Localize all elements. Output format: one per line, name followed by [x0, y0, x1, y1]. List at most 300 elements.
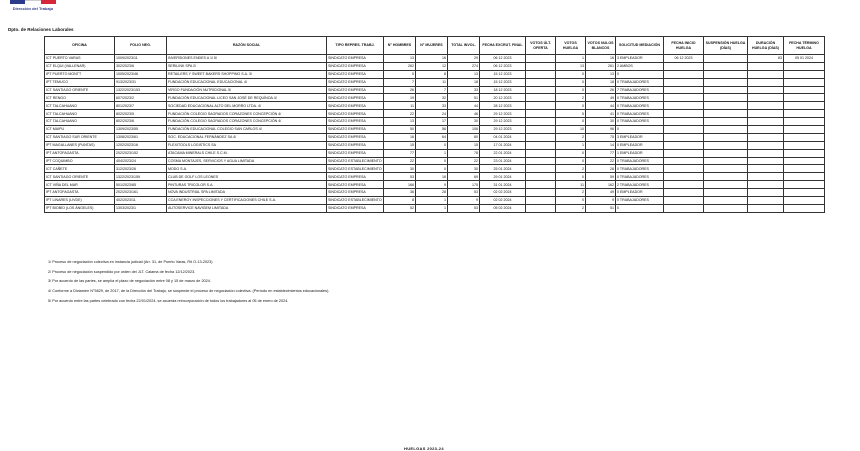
table-cell: [784, 86, 825, 94]
strikes-table: [44, 36, 825, 213]
table-cell: 33: [448, 86, 480, 94]
table-cell: [704, 126, 748, 134]
table-cell: 80: [448, 133, 480, 141]
table-cell: 06 12 2023: [480, 55, 526, 63]
table-cell: 78: [448, 149, 480, 157]
table-cell: 261: [586, 62, 616, 70]
column-header: RAZÓN SOCIAL: [167, 37, 327, 55]
table-cell: ICT TALCAHUANO: [45, 110, 115, 118]
table-cell: IPT BIOBÍO (LOS ÁNGELES): [45, 204, 115, 212]
table-cell: 11: [556, 181, 586, 189]
table-cell: [748, 110, 784, 118]
table-cell: 20 12 2023: [480, 94, 526, 102]
table-cell: [664, 118, 704, 126]
column-header: TIPO REPRES. TRABJ.: [327, 37, 384, 55]
table-cell: [748, 78, 784, 86]
table-cell: AUTOSERVICE NAVIGEM LIMITADA: [167, 204, 327, 212]
table-row: [45, 94, 825, 102]
table-cell: ICT TALCAHUANO: [45, 102, 115, 110]
logo-flag-bar: [10, 0, 56, 4]
table-cell: [748, 102, 784, 110]
table-cell: 7 TRABAJADORES: [616, 86, 664, 94]
table-cell: ICT CAÑETE: [45, 165, 115, 173]
table-cell: 1309/2023/55: [115, 126, 167, 134]
table-cell: 0: [556, 102, 586, 110]
table-cell: 0 TRABAJADORES: [616, 94, 664, 102]
table-cell: [784, 110, 825, 118]
table-cell: [748, 165, 784, 173]
table-cell: [526, 110, 556, 118]
table-cell: 36: [384, 189, 416, 197]
table-cell: 49: [586, 94, 616, 102]
table-cell: 69: [448, 173, 480, 181]
table-cell: 166: [384, 181, 416, 189]
table-cell: [784, 181, 825, 189]
table-cell: 9: [416, 181, 448, 189]
table-cell: IPT TEMUCO: [45, 78, 115, 86]
table-cell: 404/2023/24: [115, 157, 167, 165]
table-row: [45, 181, 825, 189]
column-header: OFICINA: [45, 37, 115, 55]
table-cell: ICT VIÑA DEL MAR: [45, 181, 115, 189]
table-cell: [784, 102, 825, 110]
table-cell: [704, 141, 748, 149]
table-cell: CCA ENERGY INSPECCIONES Y CERTIFICACIONES CHILE S.A.: [167, 197, 327, 205]
table-cell: [704, 204, 748, 212]
table-cell: 28: [586, 165, 616, 173]
table-cell: VIRGO FUNDACIÓN NUTRICIONAL 5/: [167, 86, 327, 94]
table-cell: 30: [586, 118, 616, 126]
table-row: [45, 197, 825, 205]
table-cell: 16: [384, 133, 416, 141]
table-cell: [526, 197, 556, 205]
table-cell: 46: [448, 110, 480, 118]
table-cell: [664, 86, 704, 94]
table-cell: 2: [556, 189, 586, 197]
table-cell: 30: [448, 118, 480, 126]
table-cell: 30: [448, 165, 480, 173]
column-header: VOTOS NULOS BLANCOS: [586, 37, 616, 55]
table-cell: [664, 149, 704, 157]
table-cell: 49: [586, 189, 616, 197]
table-cell: 402/2023/11: [115, 197, 167, 205]
column-header: FOLIO NEG.: [115, 37, 167, 55]
table-cell: [664, 133, 704, 141]
table-cell: 44: [448, 102, 480, 110]
table-cell: 15 12 2023: [480, 78, 526, 86]
table-cell: [784, 189, 825, 197]
table-cell: [664, 102, 704, 110]
table-cell: 0: [556, 78, 586, 86]
table-cell: 13: [556, 62, 586, 70]
table-cell: 1 EMPLEADOR: [616, 149, 664, 157]
table-cell: 1: [416, 197, 448, 205]
table-cell: 16: [416, 173, 448, 181]
table-cell: INVERSIONES ENDES A 1/ 5/: [167, 55, 327, 63]
table-cell: 802/2023/6: [115, 118, 167, 126]
table-cell: [704, 102, 748, 110]
table-cell: 2: [556, 165, 586, 173]
table-cell: 1: [556, 55, 586, 63]
column-header: N° MUJERES: [416, 37, 448, 55]
table-cell: [526, 70, 556, 78]
table-cell: 26: [384, 86, 416, 94]
table-cell: 0: [556, 173, 586, 181]
table-cell: SINDICATO EMPRESA: [327, 189, 384, 197]
table-cell: ICT PUERTO VARAS: [45, 55, 115, 63]
table-cell: COSMA MONTAJES, SERVICIOS Y AGUA LIMITADA: [167, 157, 327, 165]
table-cell: SOC. EDUCACIONAL FERNÁNDEZ SA 4/: [167, 133, 327, 141]
table-cell: ICT ELQUI (VALLENAR): [45, 62, 115, 70]
table-cell: IPT MAGALLANES (PUNTAS): [45, 141, 115, 149]
table-cell: 11: [416, 78, 448, 86]
table-cell: FUNDACIÓN COLEGIO SAGRADOS CORAZONES CONCEPCIÓN 4/: [167, 110, 327, 118]
table-cell: 24: [416, 110, 448, 118]
table-row: [45, 133, 825, 141]
table-cell: [526, 94, 556, 102]
table-cell: 13: [384, 118, 416, 126]
table-cell: [526, 55, 556, 63]
column-header: TOTAL INVOL.: [448, 37, 480, 55]
table-cell: [664, 157, 704, 165]
table-cell: SINDICATO EMPRESA: [327, 55, 384, 63]
table-cell: 29: [448, 55, 480, 63]
table-cell: [526, 149, 556, 157]
table-cell: [748, 149, 784, 157]
column-header: FECHA TÉRMINO HUELGA: [784, 37, 825, 55]
table-row: [45, 165, 825, 173]
table-cell: 0 TRABAJADORES: [616, 157, 664, 165]
table-cell: SINDICATO ESTABLECIMIENTO: [327, 197, 384, 205]
table-cell: 19: [384, 94, 416, 102]
table-cell: 06 12 2023: [480, 62, 526, 70]
table-cell: 175: [448, 181, 480, 189]
table-cell: 1308/2023/61: [115, 133, 167, 141]
logo-text: Dirección del Trabajo: [12, 6, 54, 11]
table-cell: FUNDACIÓN EDUCACIONAL LICEO SAN JOSÉ DE REQUÍNOA 4/: [167, 94, 327, 102]
table-cell: ICT TALCAHUANO: [45, 118, 115, 126]
table-cell: 56: [416, 126, 448, 134]
table-cell: [748, 157, 784, 165]
table-cell: NOVA INDUSTRIAL SPA LIMITADA: [167, 189, 327, 197]
table-cell: 33: [416, 102, 448, 110]
table-cell: [664, 204, 704, 212]
table-cell: IPT COQUIMBO: [45, 157, 115, 165]
table-cell: 8: [416, 70, 448, 78]
table-cell: [526, 62, 556, 70]
table-cell: [526, 165, 556, 173]
table-cell: [664, 94, 704, 102]
table-cell: [704, 62, 748, 70]
table-cell: [748, 197, 784, 205]
table-cell: 0 TRABAJADORES: [616, 173, 664, 181]
table-cell: IPT PUERTO MONTT: [45, 70, 115, 78]
table-cell: 50: [384, 126, 416, 134]
table-cell: 274: [448, 62, 480, 70]
table-cell: 44: [586, 102, 616, 110]
table-cell: 9: [586, 197, 616, 205]
table-cell: 22: [384, 157, 416, 165]
table-cell: [748, 141, 784, 149]
table-cell: ICT SANTIAGO ORIENTE: [45, 173, 115, 181]
table-cell: SERILINK SPA 2/: [167, 62, 327, 70]
table-cell: SINDICATO EMPRESA: [327, 173, 384, 181]
table-cell: 5: [556, 110, 586, 118]
table-cell: 53: [384, 173, 416, 181]
table-cell: 13: [384, 55, 416, 63]
table-cell: 23 01 2024: [480, 157, 526, 165]
table-cell: 17 01 2024: [480, 141, 526, 149]
table-cell: [664, 126, 704, 134]
table-cell: 22 01 2024: [480, 149, 526, 157]
table-cell: 1: [416, 149, 448, 157]
table-cell: 06 12 2023: [664, 55, 704, 63]
table-cell: [704, 86, 748, 94]
table-cell: 312/2023/26: [115, 165, 167, 173]
table-cell: 02 02 2024: [480, 197, 526, 205]
table-cell: [784, 197, 825, 205]
table-cell: SINDICATO EMPRESA: [327, 102, 384, 110]
table-cell: [704, 55, 748, 63]
table-cell: [748, 86, 784, 94]
table-cell: 64: [416, 133, 448, 141]
table-cell: ICT RENGO: [45, 94, 115, 102]
table-cell: IPT ANTOFAGASTA: [45, 149, 115, 157]
table-cell: 1303/2023/1: [115, 204, 167, 212]
table-cell: 15: [448, 141, 480, 149]
table-cell: 3 EMPLEADOR: [616, 55, 664, 63]
table-cell: 1202/2023/16: [115, 141, 167, 149]
column-header: DURACIÓN HUELGA (DÍAS): [748, 37, 784, 55]
table-cell: 05 01 2024: [784, 55, 825, 63]
table-cell: SINDICATO EMPRESA: [327, 141, 384, 149]
table-row: [45, 126, 825, 134]
table-cell: 0: [556, 86, 586, 94]
table-row: [45, 157, 825, 165]
table-cell: 0 TRABAJADORES: [616, 118, 664, 126]
table-cell: [664, 197, 704, 205]
table-cell: [526, 181, 556, 189]
table-cell: FLEXITOOLS LOGISTICS SA: [167, 141, 327, 149]
table-cell: SOCIEDAD EDUCACIONAL ALTO DEL MORRO LTDA. 4/: [167, 102, 327, 110]
table-cell: SINDICATO ESTABLECIMIENTO: [327, 165, 384, 173]
table-cell: 0 TRABAJADORES: [616, 110, 664, 118]
table-cell: [748, 189, 784, 197]
table-cell: FUNDACIÓN EDUCACIONAL EDUCACIONAL 4/: [167, 78, 327, 86]
table-cell: IPT LINARES (LIVDE): [45, 197, 115, 205]
column-header: VOTOS HUELGA: [556, 37, 586, 55]
table-cell: 26: [586, 86, 616, 94]
footnotes: [48, 258, 329, 307]
table-cell: 0: [556, 118, 586, 126]
footnote: 5/ Por acuerdo entre las partes celebrado con fecha 22/01/2024, se acuerda reincorporación de todos los trabajadores al 05 de enero de 2024.: [48, 298, 289, 303]
table-row: [45, 110, 825, 118]
table-cell: 202/2023/161: [115, 189, 167, 197]
table-cell: 0: [616, 126, 664, 134]
table-cell: [748, 94, 784, 102]
table-cell: [526, 204, 556, 212]
table-cell: [526, 86, 556, 94]
table-cell: [704, 197, 748, 205]
table-row: [45, 78, 825, 86]
footnote: 4/ Conforme a Dictamen N°5829, de 2017, de la Dirección del Trabajo, se suspende el proceso de negociación colectiva. (Período en establecimientos educacionales).: [48, 289, 330, 294]
table-cell: 9: [448, 197, 480, 205]
table-cell: FUNDACIÓN EDUCACIONAL COLEGIO SAN CARLOS 4/: [167, 126, 327, 134]
table-cell: 913/2023/31: [115, 78, 167, 86]
table-cell: [664, 181, 704, 189]
table-cell: 53: [448, 189, 480, 197]
table-cell: 77: [384, 149, 416, 157]
table-cell: 28 12 2023: [480, 102, 526, 110]
table-cell: [664, 70, 704, 78]
table-cell: [526, 118, 556, 126]
column-header: N° HOMBRES: [384, 37, 416, 55]
table-cell: 29 01 2024: [480, 173, 526, 181]
table-row: [45, 62, 825, 70]
table-cell: 41: [586, 110, 616, 118]
table-cell: 2 AMBOS: [616, 62, 664, 70]
column-header: SOLICITUD MEDIACIÓN: [616, 37, 664, 55]
table-cell: ATACAMA MINERALS CHILE S.C.M.: [167, 149, 327, 157]
table-cell: [704, 133, 748, 141]
table-cell: [784, 70, 825, 78]
table-cell: 16: [416, 55, 448, 63]
table-cell: [784, 126, 825, 134]
table-cell: 1: [556, 141, 586, 149]
table-cell: 801/2023/7: [115, 102, 167, 110]
table-cell: PINTURAS TRICOLOR S.A.: [167, 181, 327, 189]
table-row: [45, 141, 825, 149]
table-cell: 1: [416, 204, 448, 212]
table-cell: 02 02 2024: [480, 189, 526, 197]
table-cell: 25 01 2024: [480, 165, 526, 173]
table-cell: SINDICATO EMPRESA: [327, 110, 384, 118]
table-cell: SINDICATO EMPRESA: [327, 78, 384, 86]
table-cell: 16: [586, 55, 616, 63]
table-cell: [784, 149, 825, 157]
table-cell: 0: [416, 141, 448, 149]
table-cell: [784, 78, 825, 86]
table-cell: ICT SANTIAGO ORIENTE: [45, 86, 115, 94]
table-cell: [784, 133, 825, 141]
table-cell: 262: [384, 62, 416, 70]
table-cell: [704, 181, 748, 189]
table-cell: 15 12 2023: [480, 70, 526, 78]
table-cell: 8: [384, 197, 416, 205]
table-cell: 59: [586, 173, 616, 181]
table-cell: 13: [586, 70, 616, 78]
table-row: [45, 55, 825, 63]
table-cell: 0 TRABAJADORES: [616, 197, 664, 205]
table-cell: CLUB DE GOLF LOS LEONES: [167, 173, 327, 181]
table-cell: 0 TRABAJADORES: [616, 78, 664, 86]
table-cell: 0 EMPLEADOR: [616, 141, 664, 149]
table-cell: 162: [586, 181, 616, 189]
table-cell: SINDICATO ESTABLECIMIENTO: [327, 157, 384, 165]
table-row: [45, 204, 825, 212]
table-cell: [784, 173, 825, 181]
table-cell: [526, 157, 556, 165]
table-row: [45, 70, 825, 78]
table-cell: SINDICATO EMPRESA: [327, 149, 384, 157]
table-cell: [704, 173, 748, 181]
table-cell: 30: [384, 165, 416, 173]
table-cell: SINDICATO EMPRESA: [327, 70, 384, 78]
table-cell: 29 12 2023: [480, 110, 526, 118]
table-cell: 3 EMPLEADOR: [616, 133, 664, 141]
table-cell: 106: [448, 126, 480, 134]
table-cell: 18 12 2023: [480, 86, 526, 94]
table-cell: 2: [556, 94, 586, 102]
table-cell: 22: [384, 110, 416, 118]
table-cell: 32: [416, 94, 448, 102]
table-cell: [704, 94, 748, 102]
table-cell: 0: [556, 157, 586, 165]
table-cell: [704, 149, 748, 157]
table-cell: [664, 173, 704, 181]
column-header: FECHA EXCRUT. FINAL: [480, 37, 526, 55]
table-cell: 17: [416, 118, 448, 126]
table-header-row: [45, 37, 825, 55]
table-cell: SINDICATO EMPRESA: [327, 86, 384, 94]
table-cell: 75: [586, 133, 616, 141]
table-cell: SINDICATO EMPRESA: [327, 62, 384, 70]
table-cell: 29 12 2023: [480, 118, 526, 126]
table-cell: 53: [448, 204, 480, 212]
table-cell: SINDICATO EMPRESA: [327, 133, 384, 141]
column-header: FECHA INICIO HUELGA: [664, 37, 704, 55]
table-cell: 28: [416, 189, 448, 197]
table-cell: 51: [586, 204, 616, 212]
table-cell: FUNDACIÓN COLEGIO SAGRADOS CORAZONES CONCEPCIÓN 4/: [167, 118, 327, 126]
table-cell: 12: [416, 62, 448, 70]
column-header: SUSPENSIÓN HUELGA (DÍAS): [704, 37, 748, 55]
table-cell: 77: [586, 149, 616, 157]
table-cell: 04 01 2024: [480, 133, 526, 141]
table-cell: 0 EMPLEADOR: [616, 189, 664, 197]
table-cell: [526, 102, 556, 110]
table-cell: [784, 118, 825, 126]
table-cell: 802/2023/5: [115, 110, 167, 118]
table-cell: 13: [448, 70, 480, 78]
table-row: [45, 118, 825, 126]
table-cell: [526, 189, 556, 197]
table-cell: [704, 189, 748, 197]
table-cell: [748, 126, 784, 134]
table-cell: 1322/2023/153: [115, 86, 167, 94]
table-cell: SINDICATO EMPRESA: [327, 126, 384, 134]
table-cell: [784, 94, 825, 102]
table-cell: 83: [748, 55, 784, 63]
table-cell: [664, 62, 704, 70]
table-cell: [748, 133, 784, 141]
department-title: Dpto. de Relaciones Laborales: [8, 27, 74, 32]
table-cell: [664, 189, 704, 197]
table-cell: 1322/2023/159: [115, 173, 167, 181]
table-cell: [664, 165, 704, 173]
table-cell: 607/2023/2: [115, 94, 167, 102]
table-cell: [784, 165, 825, 173]
table-cell: SINDICATO EMPRESA: [327, 204, 384, 212]
table-cell: 2 TRABAJADORES: [616, 181, 664, 189]
table-cell: [784, 141, 825, 149]
table-cell: RETAILERS Y SWEET BAKERS SHOPPING S.A. 3/: [167, 70, 327, 78]
table-cell: [664, 78, 704, 86]
table-cell: 18: [448, 78, 480, 86]
table-cell: 15: [384, 141, 416, 149]
table-cell: 2: [556, 133, 586, 141]
table-cell: 0: [556, 70, 586, 78]
